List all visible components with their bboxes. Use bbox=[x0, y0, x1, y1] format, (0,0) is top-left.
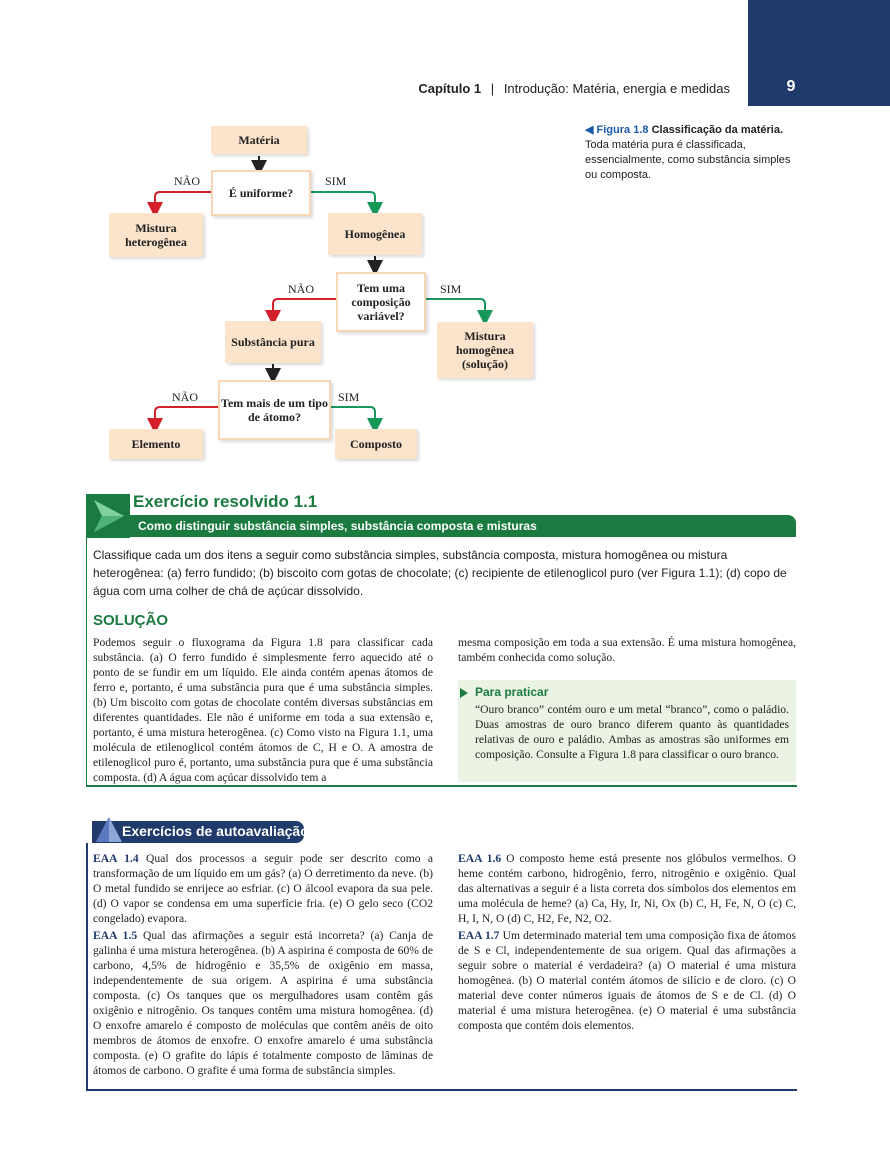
chapter-label: Capítulo 1 bbox=[418, 81, 482, 96]
question-text: Qual das afirmações a seguir está incorreta? (a) Canja de galinha é uma mistura heterogênea. (b) A aspirina é composta de 60% de carbono, 4,5% de hidrogênio e 35,5% de oxigênio em massa, independentemente de sua origem. A aspirina é uma substância composta. (c) Os tanques que os mergulhadores usam contêm gás oxigênio e nitrogênio. Os tanques contêm uma mistura homogênea. (d) O enxofre amarelo é composto de moléculas que contêm anéis de oito membros de átomos de enxofre. O enxofre amarelo é uma substância composta. (e) O grafite do lápis é totalmente composto de lâminas de átomos de carbono. O grafite é uma forma de substância simples. bbox=[93, 929, 433, 1077]
box-homogenea: Homogênea bbox=[328, 213, 422, 255]
label-nao-3: NÃO bbox=[172, 390, 198, 404]
exercise-logo-icon bbox=[86, 494, 130, 538]
question-1-7 bbox=[458, 928, 796, 1033]
question-label: EAA 1.7 bbox=[458, 929, 500, 942]
label-sim-2: SIM bbox=[440, 282, 462, 296]
chapter-title: Introdução: Matéria, energia e medidas bbox=[503, 81, 730, 96]
arrow-nao-3 bbox=[155, 407, 218, 426]
page-number: 9 bbox=[786, 78, 796, 95]
exercise-frame-left bbox=[86, 537, 87, 785]
exercise-problem: Classifique cada um dos itens a seguir como substância simples, substância composta, mistura homogênea ou mistura heterogênea: (a) ferro fundido; (b) biscoito com gotas de chocolate; (c) recipiente de etilenoglicol puro (ver Figura 1.1); (d) copo de água com uma colher de chá de açúcar dissolvido. bbox=[93, 548, 787, 598]
practice-text: “Ouro branco” contém ouro e um metal “branco”, como o paládio. Duas amostras de ouro branco diferem quanto às quantidades relativas de ouro e paládio. Ambas as amostras são uniformes em composição. Consulte a Figura 1.8 para classificar o ouro branco. bbox=[475, 703, 789, 761]
arrow-sim-1 bbox=[309, 192, 375, 210]
arrow-nao-1 bbox=[155, 192, 211, 210]
solution-right-column: mesma composição em toda a sua extensão. É uma mistura homogênea, também conhecida como solução. bbox=[458, 636, 796, 664]
box-substancia-pura: Substância pura bbox=[225, 321, 321, 363]
box-materia: Matéria bbox=[211, 126, 307, 154]
self-assessment-title: Exercícios de autoavaliação bbox=[122, 823, 309, 839]
label-sim-3: SIM bbox=[338, 390, 360, 404]
box-uniforme: É uniforme? bbox=[211, 170, 311, 216]
arrow-sim-2 bbox=[424, 299, 485, 318]
question-label: EAA 1.5 bbox=[93, 929, 138, 942]
caption-text: Toda matéria pura é classificada, essencialmente, como substância simples ou composta. bbox=[585, 139, 791, 181]
question-1-5 bbox=[93, 928, 433, 1078]
solution-left-column: Podemos seguir o fluxograma da Figura 1.8 para classificar cada substância. (a) O ferro fundido é simplesmente ferro aquecido até o ponto de se fundir em um líquido. Ele ainda contém apenas átomos de ferro e, portanto, é uma substância pura que é uma substância simples. (b) Um biscoito com gotas de chocolate contém diversas substâncias em diferentes quantidades. Ele não é uniforme em toda a sua extensão e, portanto, é uma mistura heterogênea. (c) Como visto na Figura 1.1, uma molécula de etilenoglicol contém átomos de C, H e O. A amostra de etilenoglicol puro é, portanto, uma substância pura que é uma substância composta. (d) A água com açúcar dissolvido tem a bbox=[93, 636, 433, 784]
solution-heading: SOLUÇÃO bbox=[93, 612, 168, 629]
question-label: EAA 1.6 bbox=[458, 852, 502, 865]
exercise-subtitle: Como distinguir substância simples, substância composta e misturas bbox=[138, 519, 537, 533]
caption-figure-label: Figura 1.8 bbox=[596, 124, 649, 136]
question-label: EAA 1.4 bbox=[93, 852, 139, 865]
label-nao-2: NÃO bbox=[288, 282, 314, 296]
exercise-title: Exercício resolvido 1.1 bbox=[133, 492, 318, 511]
label-sim-1: SIM bbox=[325, 174, 347, 188]
box-tipo-atomo: Tem mais de um tipo de átomo? bbox=[218, 380, 331, 440]
practice-arrow-icon bbox=[460, 688, 468, 698]
question-text: Um determinado material tem uma composição fixa de átomos de S e Cl, independentemente de sua origem. Qual das afirmações a seguir sobre o material é verdadeira? (a) O material é uma mistura homogênea. (b) O material contém átomos de silício e de cloro. (c) O material deve conter números iguais de átomos de S e de Cl. (d) O material é uma mistura heterogênea. (e) O material é uma substância composta que contém dois elementos. bbox=[458, 929, 796, 1032]
arrow-nao-2 bbox=[273, 299, 336, 318]
caption-arrow-icon: ◀ bbox=[585, 124, 594, 136]
box-mistura-heterogenea: Mistura heterogênea bbox=[109, 213, 203, 257]
self-assessment-left-column bbox=[93, 851, 433, 1078]
question-1-4 bbox=[93, 851, 433, 926]
box-elemento: Elemento bbox=[109, 429, 203, 459]
question-1-6 bbox=[458, 851, 796, 926]
box-composicao: Tem uma composição variável? bbox=[336, 272, 426, 332]
question-text: Qual dos processos a seguir pode ser descrito como a transformação de um líquido em um gás? (a) O derretimento da neve. (b) O metal fundido se enrijece ao esfriar. (c) O álcool evapora da sua pele. (d) O vapor se condensa em uma superfície fria. (e) O gelo seco (CO2 congelado) evapora. bbox=[93, 852, 434, 925]
figure-caption bbox=[585, 123, 795, 183]
caption-title: Classificação da matéria. bbox=[651, 124, 784, 136]
question-text: O composto heme está presente nos glóbulos vermelhos. O heme contém carbono, hidrogênio, ferro, nitrogênio e oxigênio. Qual das alternativas a seguir é a lista correta dos símbolos dos elementos em uma molécula de heme? (a) Ca, Hy, Ir, Ni, Ox (b) C, H, Fe, N, O (c) C, H, I, N, O (d) C, H2, Fe, N2, O2. bbox=[458, 852, 796, 925]
practice-heading: Para praticar bbox=[475, 685, 549, 699]
box-mistura-homogenea: Mistura homogênea (solução) bbox=[437, 322, 533, 378]
box-composto: Composto bbox=[335, 429, 417, 459]
self-assessment-frame-bottom bbox=[86, 1089, 797, 1091]
exercise-frame-bottom bbox=[86, 785, 797, 787]
self-assessment-right-column bbox=[458, 851, 796, 1033]
self-assessment-logo-icon bbox=[94, 815, 124, 850]
label-nao-1: NÃO bbox=[174, 174, 200, 188]
self-assessment-frame-left bbox=[86, 843, 88, 1090]
arrow-sim-3 bbox=[329, 407, 375, 426]
chapter-separator: | bbox=[490, 81, 495, 96]
